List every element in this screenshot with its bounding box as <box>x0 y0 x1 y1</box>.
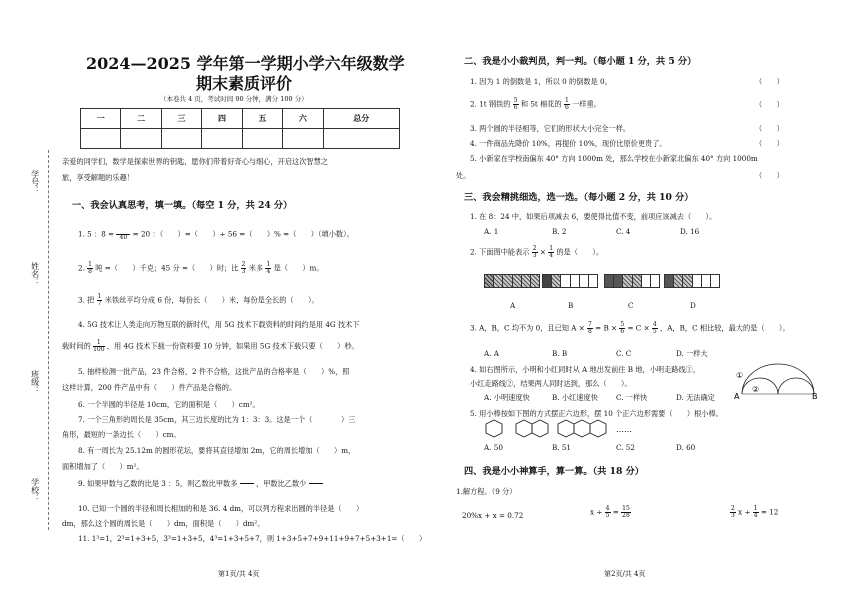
eq2-fraction-2 <box>621 506 631 519</box>
eq2-text-a: x ÷ <box>590 507 603 517</box>
q2-number: 2. <box>78 263 85 273</box>
judge-2 <box>470 98 601 111</box>
choice-1: 1. 在 8：24 中，如果后项减去 6，要使得比值不变，前项应该减去（ ）。 <box>470 212 717 221</box>
choice-3-option-c[interactable]: C. C <box>616 349 632 358</box>
numerator: 4 <box>652 321 657 328</box>
question-1 <box>78 228 354 241</box>
denominator: 8 <box>588 328 592 335</box>
q2-fraction-3 <box>265 262 271 275</box>
score-cell[interactable] <box>323 129 399 149</box>
denominator: 100 <box>93 346 105 353</box>
score-header: 五 <box>242 109 282 129</box>
c2-times: × <box>539 247 546 257</box>
section3-title: 三、我会精挑细选，选一选。（每小题 2 分，共 10 分） <box>464 192 694 203</box>
score-cell[interactable] <box>202 129 242 149</box>
q2-fraction-1 <box>87 262 93 275</box>
denominator: 3 <box>241 268 246 275</box>
score-header: 三 <box>161 109 201 129</box>
question-7-line2: 角形，最短的一条边长（ ）cm。 <box>62 430 181 439</box>
question-9 <box>78 477 323 491</box>
q3-text-a: 3. 把 <box>78 295 95 305</box>
binding-line <box>48 150 49 530</box>
denominator: 3 <box>731 512 735 519</box>
choice-4-line2: 小红走路线②，结果两人同时达到，那么（ ）。 <box>470 379 632 388</box>
denominator: 6 <box>513 104 518 111</box>
choice-4-option-d[interactable]: D. 无法确定 <box>676 393 715 402</box>
hexagon-1 <box>486 420 502 437</box>
eq3-text-a: x ÷ <box>738 507 751 517</box>
score-table <box>80 108 400 149</box>
fraction-bar-label-d: D <box>690 301 696 310</box>
q9-blank-fraction-2 <box>309 477 323 491</box>
school-label: 学校： <box>30 478 40 502</box>
q1-fraction-denominator: 40 <box>119 234 128 241</box>
score-cell[interactable] <box>121 129 161 149</box>
denominator: 4 <box>549 252 554 259</box>
choice-4-option-a[interactable]: A. 小明速度快 <box>484 393 530 402</box>
question-10-line2: dm，那么这个圆的周长是（ ）dm，面积是（ ）dm²。 <box>62 519 265 528</box>
question-6: 6. 一个半圆的半径是 10cm，它的面积是（ ）cm²。 <box>78 400 260 409</box>
judge-5-line2: 处。 <box>456 171 471 180</box>
intro-line2: 旅，享受解题的乐趣！ <box>62 173 134 182</box>
question-11: 11. 1³=1，2³=1+3+5，3³=1+3+5，4³=1+3+5+7，则 1+3+5+7+9+11+9+7+5+3+1=（ ） <box>78 534 427 543</box>
eq2-fraction-1 <box>605 506 611 519</box>
q4-fraction <box>93 340 104 353</box>
question-3 <box>78 294 319 307</box>
score-header: 二 <box>121 109 161 129</box>
choice-5-option-b[interactable]: B. 51 <box>552 443 571 452</box>
choice-5-option-d[interactable]: D. 60 <box>676 443 696 452</box>
numerator: 1 <box>753 505 758 512</box>
fraction-bar-label-a: A <box>510 301 516 310</box>
score-cell[interactable] <box>161 129 201 149</box>
fraction-bar-d[interactable] <box>664 274 720 288</box>
exam-title-line2: 期末素质评价 <box>196 74 293 93</box>
q9-text-b: ，甲数比乙数少 <box>256 479 307 488</box>
hexagon-3b <box>574 420 590 437</box>
fraction-bar-b[interactable] <box>542 274 598 288</box>
judge-1: 1. 因为 1 的倒数是 1，所以 0 的倒数是 0。 <box>470 77 612 86</box>
score-header: 一 <box>81 109 121 129</box>
judge-3-answer[interactable]: （ ） <box>755 124 784 133</box>
route-2-arc-left <box>742 378 778 394</box>
route-label-2: ② <box>752 385 760 394</box>
q2-text-e: 是（ ）m。 <box>273 263 324 273</box>
question-10-line1: 10. 已知一个圆的半径和周长相加的和是 36. 4 dm，可以列方程求出圆的半径是（ ） <box>78 504 364 513</box>
hexagon-3c <box>590 420 606 437</box>
q2-text-c: 米多 <box>248 263 264 273</box>
choice-1-option-c[interactable]: C. 4 <box>616 227 631 236</box>
question-8-line1: 8. 有一周长为 25.12m 的圆形花坛，要将其直径增加 2m，它的周长增加（ ）m， <box>78 446 356 455</box>
hexagon-ellipsis: …… <box>616 425 632 434</box>
q1-text-b: = 20 ：（ ）=（ ）÷ 56 =（ ）% =（ ）（填小数）。 <box>132 229 354 239</box>
c2-text-a: 2. 下面图中能表示 <box>470 247 530 257</box>
q9-blank-fraction-1 <box>240 477 254 491</box>
hexagon-2b <box>532 420 548 437</box>
section1-title: 一、我会认真思考，填一填。（每空 1 分，共 24 分） <box>72 200 293 211</box>
route-2-arc-right <box>778 378 814 394</box>
numerator: 1 <box>564 97 569 104</box>
numerator: 5 <box>513 97 518 104</box>
choice-3-option-b[interactable]: B. B <box>552 349 568 358</box>
judge-2-answer[interactable]: （ ） <box>755 100 784 109</box>
c3-text-e: ，A，B，C 相比较，最大的是（ ）。 <box>660 323 790 333</box>
denominator: 5 <box>605 512 610 519</box>
c2-text-b: 的是（ ）。 <box>556 247 604 257</box>
numerator: 1 <box>97 293 102 300</box>
c3-text-a: 3. A，B，C 均不为 0，且已知 A × <box>470 323 585 333</box>
q9-text-a: 9. 如果甲数与乙数的比是 3 ：5，则乙数比甲数多 <box>78 479 238 488</box>
point-b-label: B <box>812 392 818 401</box>
judge-5-answer[interactable]: （ ） <box>755 171 784 180</box>
question-5-line2: 这样计算，200 件产品中有（ ）件产品是合格的。 <box>62 383 237 392</box>
numerator: 1 <box>266 261 271 268</box>
c3-text-c: = C × <box>627 323 650 333</box>
q4-text-b: 载时间的 <box>62 341 91 351</box>
eq3-fraction-2 <box>753 506 759 519</box>
q2-text-b: 吨 =（ ）千克；45 分 =（ ）时；比 <box>95 263 239 273</box>
score-header: 总分 <box>323 109 399 129</box>
question-5-line1: 5. 抽样检测一批产品，23 件合格，2 件不合格，这批产品的合格率是（ ）%，照 <box>78 367 350 376</box>
j2-text-c: 一样重。 <box>572 99 601 109</box>
numerator: 1 <box>93 340 104 347</box>
c3-fraction-3 <box>652 322 658 335</box>
section4-title: 四、我是小小神算手，算一算。（共 18 分） <box>464 466 644 477</box>
score-header: 四 <box>202 109 242 129</box>
numerator: 15 <box>622 505 630 512</box>
judge-4-answer[interactable]: （ ） <box>755 139 784 148</box>
fraction-bar-a[interactable] <box>484 274 540 288</box>
route-label-1: ① <box>736 371 744 380</box>
route-diagram <box>734 356 818 402</box>
judge-5-line1: 5. 小新家在学校南偏东 40° 方向 1000m 处，那么学校在小新家北偏东 40° 方向 1000m <box>470 154 758 163</box>
denominator: 7 <box>97 300 102 307</box>
choice-1-option-b[interactable]: B. 2 <box>552 227 567 236</box>
judge-1-answer[interactable]: （ ） <box>755 77 784 86</box>
equation-2 <box>590 506 631 519</box>
fraction-bar-label-c: C <box>628 301 634 310</box>
choice-5-option-a[interactable]: A. 50 <box>484 443 503 452</box>
c2-fraction-2 <box>548 246 554 259</box>
choice-4-option-b[interactable]: B. 小红速度快 <box>552 393 598 402</box>
denominator: 6 <box>620 328 625 335</box>
numerator: 2 <box>731 505 735 512</box>
question-8-line2: 面积增加了（ ）m²。 <box>62 462 144 471</box>
right-page-footer: 第2页/共 4页 <box>604 570 646 578</box>
question-4-line2 <box>62 340 359 353</box>
choice-1-option-a[interactable]: A. 1 <box>484 227 499 236</box>
choice-2 <box>470 246 603 259</box>
choice-5-option-c[interactable]: C. 52 <box>616 443 635 452</box>
question-7-line1: 7. 一个三角形的周长是 35cm，其三边长度的比为 1：3：3。这是一个（ ）三 <box>78 415 356 424</box>
choice-1-option-d[interactable]: D. 16 <box>680 227 700 236</box>
choice-3-option-d[interactable]: D. 一样大 <box>676 349 708 358</box>
q2-fraction-2 <box>241 262 247 275</box>
j2-text-b: 和 5t 棉花的 <box>520 99 562 109</box>
score-table-blank-row <box>81 129 400 149</box>
denominator: 4 <box>266 268 271 275</box>
equation-1: 20%x + x = 0.72 <box>462 511 524 520</box>
numerator: 2 <box>241 261 246 268</box>
denominator: 5 <box>652 328 657 335</box>
equation-3 <box>730 506 778 519</box>
choice-4-line1: 4. 如右图所示，小明和小红同时从 A 地出发前往 B 地，小明走路线①， <box>470 365 701 374</box>
point-a-label: A <box>734 392 740 401</box>
denominator: 28 <box>622 512 630 519</box>
hexagon-2a <box>516 420 532 437</box>
question-2 <box>78 262 324 275</box>
q4-text-c: ，用 4G 技术下载一份资料要 10 分钟，如果用 5G 技术下载只要（ ）秒。 <box>106 341 359 351</box>
numerator: 1 <box>88 261 92 268</box>
solve-equations-title: 1.解方程。（9 分） <box>456 487 517 496</box>
c2-fraction-1 <box>532 246 538 259</box>
q3-text-b: 米铁丝平均分成 6 份，每份长（ ）米，每份是全长的（ ）。 <box>104 295 319 305</box>
numerator: 7 <box>588 321 592 328</box>
exam-note: （本卷共 4 页，考试时间 90 分钟，满分 100 分） <box>160 95 308 103</box>
q1-fraction <box>116 228 130 241</box>
c3-fraction-1 <box>587 322 593 335</box>
numerator: 2 <box>532 245 537 252</box>
j2-fraction-1 <box>513 98 519 111</box>
denominator: 6 <box>564 104 569 111</box>
judge-3: 3. 两个圆的半径相等，它们的形状大小完全一样。 <box>470 124 631 133</box>
eq2-equals: = <box>612 507 619 517</box>
student-id-label: 学号： <box>30 170 40 194</box>
judge-4: 4. 一件商品先降价 10%，再提价 10%，现价比原价更贵了。 <box>470 139 667 148</box>
name-label: 姓名： <box>30 262 40 286</box>
fraction-bar-c[interactable] <box>604 274 660 288</box>
denominator: 8 <box>88 268 92 275</box>
c3-fraction-2 <box>619 322 625 335</box>
numerator: 1 <box>549 245 554 252</box>
numerator: 5 <box>620 321 625 328</box>
section2-title: 二、我是小小裁判员，判一判。（每小题 1 分，共 5 分） <box>464 56 697 67</box>
choice-4-option-c[interactable]: C. 一样快 <box>616 393 648 402</box>
hexagon-figures <box>484 418 664 440</box>
score-cell[interactable] <box>242 129 282 149</box>
question-4-line1: 4. 5G 技术让人类走向万物互联的新时代，用 5G 技术下载资料的时间约是用 4G 技术下 <box>78 320 360 329</box>
hexagon-3a <box>558 420 574 437</box>
eq3-fraction-1 <box>730 506 736 519</box>
j2-fraction-2 <box>564 98 570 111</box>
score-cell[interactable] <box>81 129 121 149</box>
score-cell[interactable] <box>283 129 323 149</box>
denominator: 3 <box>532 252 537 259</box>
choice-5: 5. 用小棒按如下图的方式摆正六边形，摆 10 个正六边形需要（ ）根小棒。 <box>470 409 723 418</box>
fraction-bar-label-b: B <box>568 301 574 310</box>
choice-3 <box>470 322 790 335</box>
class-label: 班级： <box>30 370 40 394</box>
eq3-text-b: = 12 <box>760 507 779 517</box>
denominator: 4 <box>753 512 758 519</box>
q1-text-a: 1. 5 ：8 = <box>78 229 115 239</box>
choice-3-option-a[interactable]: A. A <box>484 349 499 358</box>
score-header: 六 <box>283 109 323 129</box>
score-table-header-row <box>81 109 400 129</box>
c3-text-b: = B × <box>595 323 618 333</box>
q3-fraction <box>97 294 103 307</box>
j2-text-a: 2. 1t 钢铁的 <box>470 99 511 109</box>
intro-line1: 亲爱的同学们，数学是探索世界的钥匙，愿你们带着好奇心与细心，开启这次智慧之 <box>62 157 328 166</box>
left-page-footer: 第1页/共 4页 <box>218 570 260 578</box>
numerator: 4 <box>605 505 610 512</box>
exam-title-line1: 2024—2025 学年第一学期小学六年级数学 <box>86 54 405 73</box>
